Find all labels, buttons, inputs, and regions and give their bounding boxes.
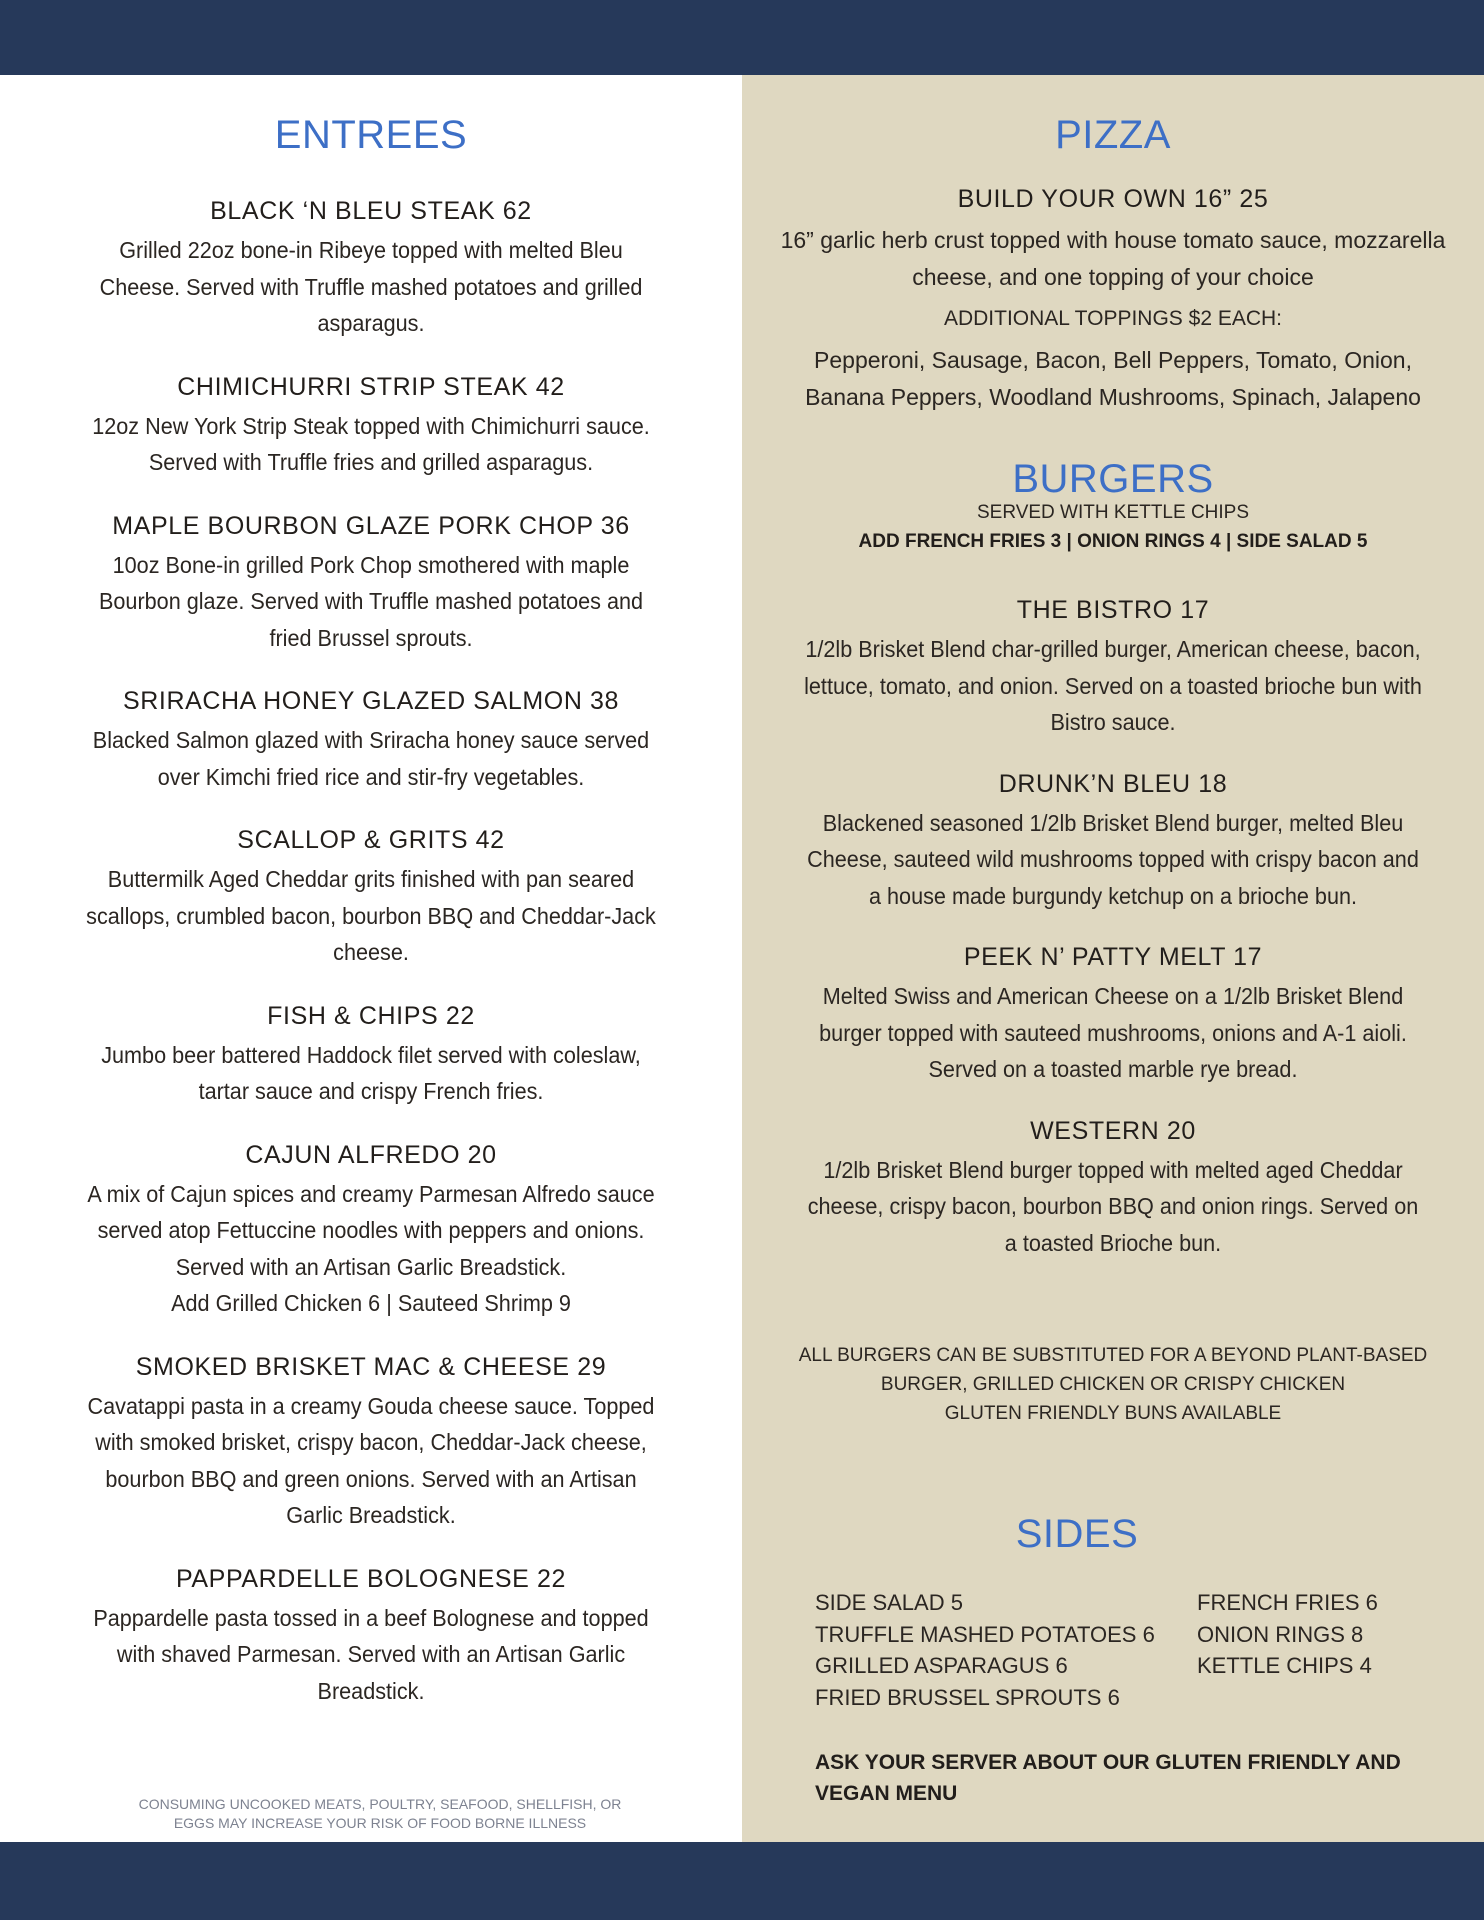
menu-item-description: Cavatappi pasta in a creamy Gouda cheese sauce. Topped with smoked brisket, crispy bacon, Cheddar-Jack cheese, bourbon BBQ and green onions. Served with an Artisan Garlic Breadstick. xyxy=(87,1392,655,1528)
menu-item xyxy=(60,196,682,342)
menu-item xyxy=(60,1352,682,1534)
menu-item-description: Blacked Salmon glazed with Sriracha honey sauce served over Kimchi fried rice and stir-fry vegetables. xyxy=(92,727,650,790)
side-item: FRENCH FRIES 6 xyxy=(1197,1590,1378,1615)
top-banner xyxy=(0,0,1484,75)
bottom-banner xyxy=(0,1842,1484,1920)
menu-item-name: CAJUN ALFREDO 20 xyxy=(245,1140,497,1169)
menu-item xyxy=(60,511,682,657)
menu-item-name: MAPLE BOURBON GLAZE PORK CHOP 36 xyxy=(112,511,630,540)
pizza-item-desc: 16” garlic herb crust topped with house tomato sauce, mozzarella cheese, and one topping of your choice xyxy=(780,227,1446,290)
menu-item xyxy=(60,825,682,971)
burgers-addons: ADD FRENCH FRIES 3 | ONION RINGS 4 | SIDE SALAD 5 xyxy=(858,531,1368,552)
entrees-list xyxy=(60,196,682,1739)
menu-item-name: THE BISTRO 17 xyxy=(1016,596,1210,624)
menu-item xyxy=(782,1116,1444,1262)
toppings-list: Pepperoni, Sausage, Bacon, Bell Peppers, Tomato, Onion, Banana Peppers, Woodland Mushrooms, Spinach, Jalapeno xyxy=(805,347,1421,410)
menu-item-description: Buttermilk Aged Cheddar grits finished with pan seared scallops, crumbled bacon, bourbon BBQ and Cheddar-Jack cheese. xyxy=(86,866,656,965)
sides-list-left xyxy=(815,1587,1155,1713)
menu-item-name: CHIMICHURRI STRIP STEAK 42 xyxy=(177,372,565,401)
menu-item-description: Grilled 22oz bone-in Ribeye topped with melted Bleu Cheese. Served with Truffle mashed potatoes and grilled asparagus. xyxy=(99,237,643,336)
entrees-column xyxy=(0,75,742,1842)
menu-item-description: 10oz Bone-in grilled Pork Chop smothered with maple Bourbon glaze. Served with Truffle mashed potatoes and fried Brussel sprouts. xyxy=(98,551,644,651)
menu-item xyxy=(782,942,1444,1088)
toppings-heading: ADDITIONAL TOPPINGS $2 EACH: xyxy=(943,307,1283,330)
menu-item xyxy=(60,686,682,795)
menu-item-name: FISH & CHIPS 22 xyxy=(267,1001,475,1030)
menu-item-description: 12oz New York Strip Steak topped with Chimichurri sauce. Served with Truffle fries and grilled asparagus. xyxy=(92,412,650,475)
side-item: SIDE SALAD 5 xyxy=(815,1590,963,1615)
entrees-title: ENTREES xyxy=(274,113,468,157)
side-item: KETTLE CHIPS 4 xyxy=(1197,1653,1372,1678)
sides-list-right xyxy=(1197,1587,1378,1682)
menu-item xyxy=(60,1140,682,1322)
side-item: GRILLED ASPARAGUS 6 xyxy=(815,1653,1068,1678)
sides-title: SIDES xyxy=(1015,1512,1139,1556)
menu-item-description: Melted Swiss and American Cheese on a 1/2lb Brisket Blend burger topped with sauteed mushrooms, onions and A-1 aioli. Served on a toasted marble rye bread. xyxy=(819,983,1407,1082)
menu-item-description: Blackened seasoned 1/2lb Brisket Blend burger, melted Bleu Cheese, sauteed wild mushrooms topped with crispy bacon and a house made burgundy ketchup on a brioche bun. xyxy=(807,809,1419,909)
side-item: ONION RINGS 8 xyxy=(1197,1621,1364,1647)
burgers-list xyxy=(782,595,1444,1289)
burgers-title: BURGERS xyxy=(1012,457,1214,501)
menu-item-name: SCALLOP & GRITS 42 xyxy=(237,826,505,854)
menu-item xyxy=(60,1564,682,1710)
menu-item-description: A mix of Cajun spices and creamy Parmesan Alfredo sauce served atop Fettuccine noodles with peppers and onions. Served with an Artisan Garlic Breadstick. Add Grilled Chicken 6 | Sauteed Shrimp 9 xyxy=(87,1180,655,1316)
right-column xyxy=(742,75,1484,1842)
menu-item xyxy=(782,769,1444,915)
menu-item xyxy=(60,1001,682,1110)
menu-item xyxy=(782,595,1444,741)
food-safety-disclaimer: CONSUMING UNCOOKED MEATS, POULTRY, SEAFOOD, SHELLFISH, OR EGGS MAY INCREASE YOUR RISK OF FOOD BORNE ILLNESS xyxy=(138,1796,622,1831)
menu-item-name: PEEK N’ PATTY MELT 17 xyxy=(963,943,1263,971)
side-item: TRUFFLE MASHED POTATOES 6 xyxy=(815,1621,1155,1647)
menu-item-name: SMOKED BRISKET MAC & CHEESE 29 xyxy=(135,1352,607,1381)
menu-item-name: WESTERN 20 xyxy=(1030,1116,1196,1145)
gluten-vegan-note: ASK YOUR SERVER ABOUT OUR GLUTEN FRIENDLY AND VEGAN MENU xyxy=(815,1751,1401,1805)
burgers-subtitle: SERVED WITH KETTLE CHIPS xyxy=(976,502,1250,523)
side-item: FRIED BRUSSEL SPROUTS 6 xyxy=(815,1684,1120,1710)
menu-item-name: PAPPARDELLE BOLOGNESE 22 xyxy=(175,1564,567,1593)
menu-item-name: BLACK ‘N BLEU STEAK 62 xyxy=(210,197,532,225)
burgers-substitution-note: ALL BURGERS CAN BE SUBSTITUTED FOR A BEYOND PLANT-BASED BURGER, GRILLED CHICKEN OR CRISPY CHICKEN GLUTEN FRIENDLY BUNS AVAILABLE xyxy=(798,1345,1428,1424)
menu-item-description: 1/2lb Brisket Blend char-grilled burger, American cheese, bacon, lettuce, tomato, and onion. Served on a toasted brioche bun with Bistro sauce. xyxy=(804,636,1422,735)
menu-item-description: Pappardelle pasta tossed in a beef Bolognese and topped with shaved Parmesan. Served with an Artisan Garlic Breadstick. xyxy=(93,1604,649,1704)
menu-item-name: SRIRACHA HONEY GLAZED SALMON 38 xyxy=(122,687,620,715)
pizza-item-name: BUILD YOUR OWN 16” 25 xyxy=(957,185,1269,213)
menu-item-description: 1/2lb Brisket Blend burger topped with melted aged Cheddar cheese, crispy bacon, bourbon BBQ and onion rings. Served on a toasted Brioche bun. xyxy=(807,1156,1419,1256)
pizza-title: PIZZA xyxy=(1055,113,1171,157)
menu-item-name: DRUNK’N BLEU 18 xyxy=(998,769,1228,798)
menu-item xyxy=(60,372,682,481)
menu-item-description: Jumbo beer battered Haddock filet served with coleslaw, tartar sauce and crispy French fries. xyxy=(101,1041,641,1104)
